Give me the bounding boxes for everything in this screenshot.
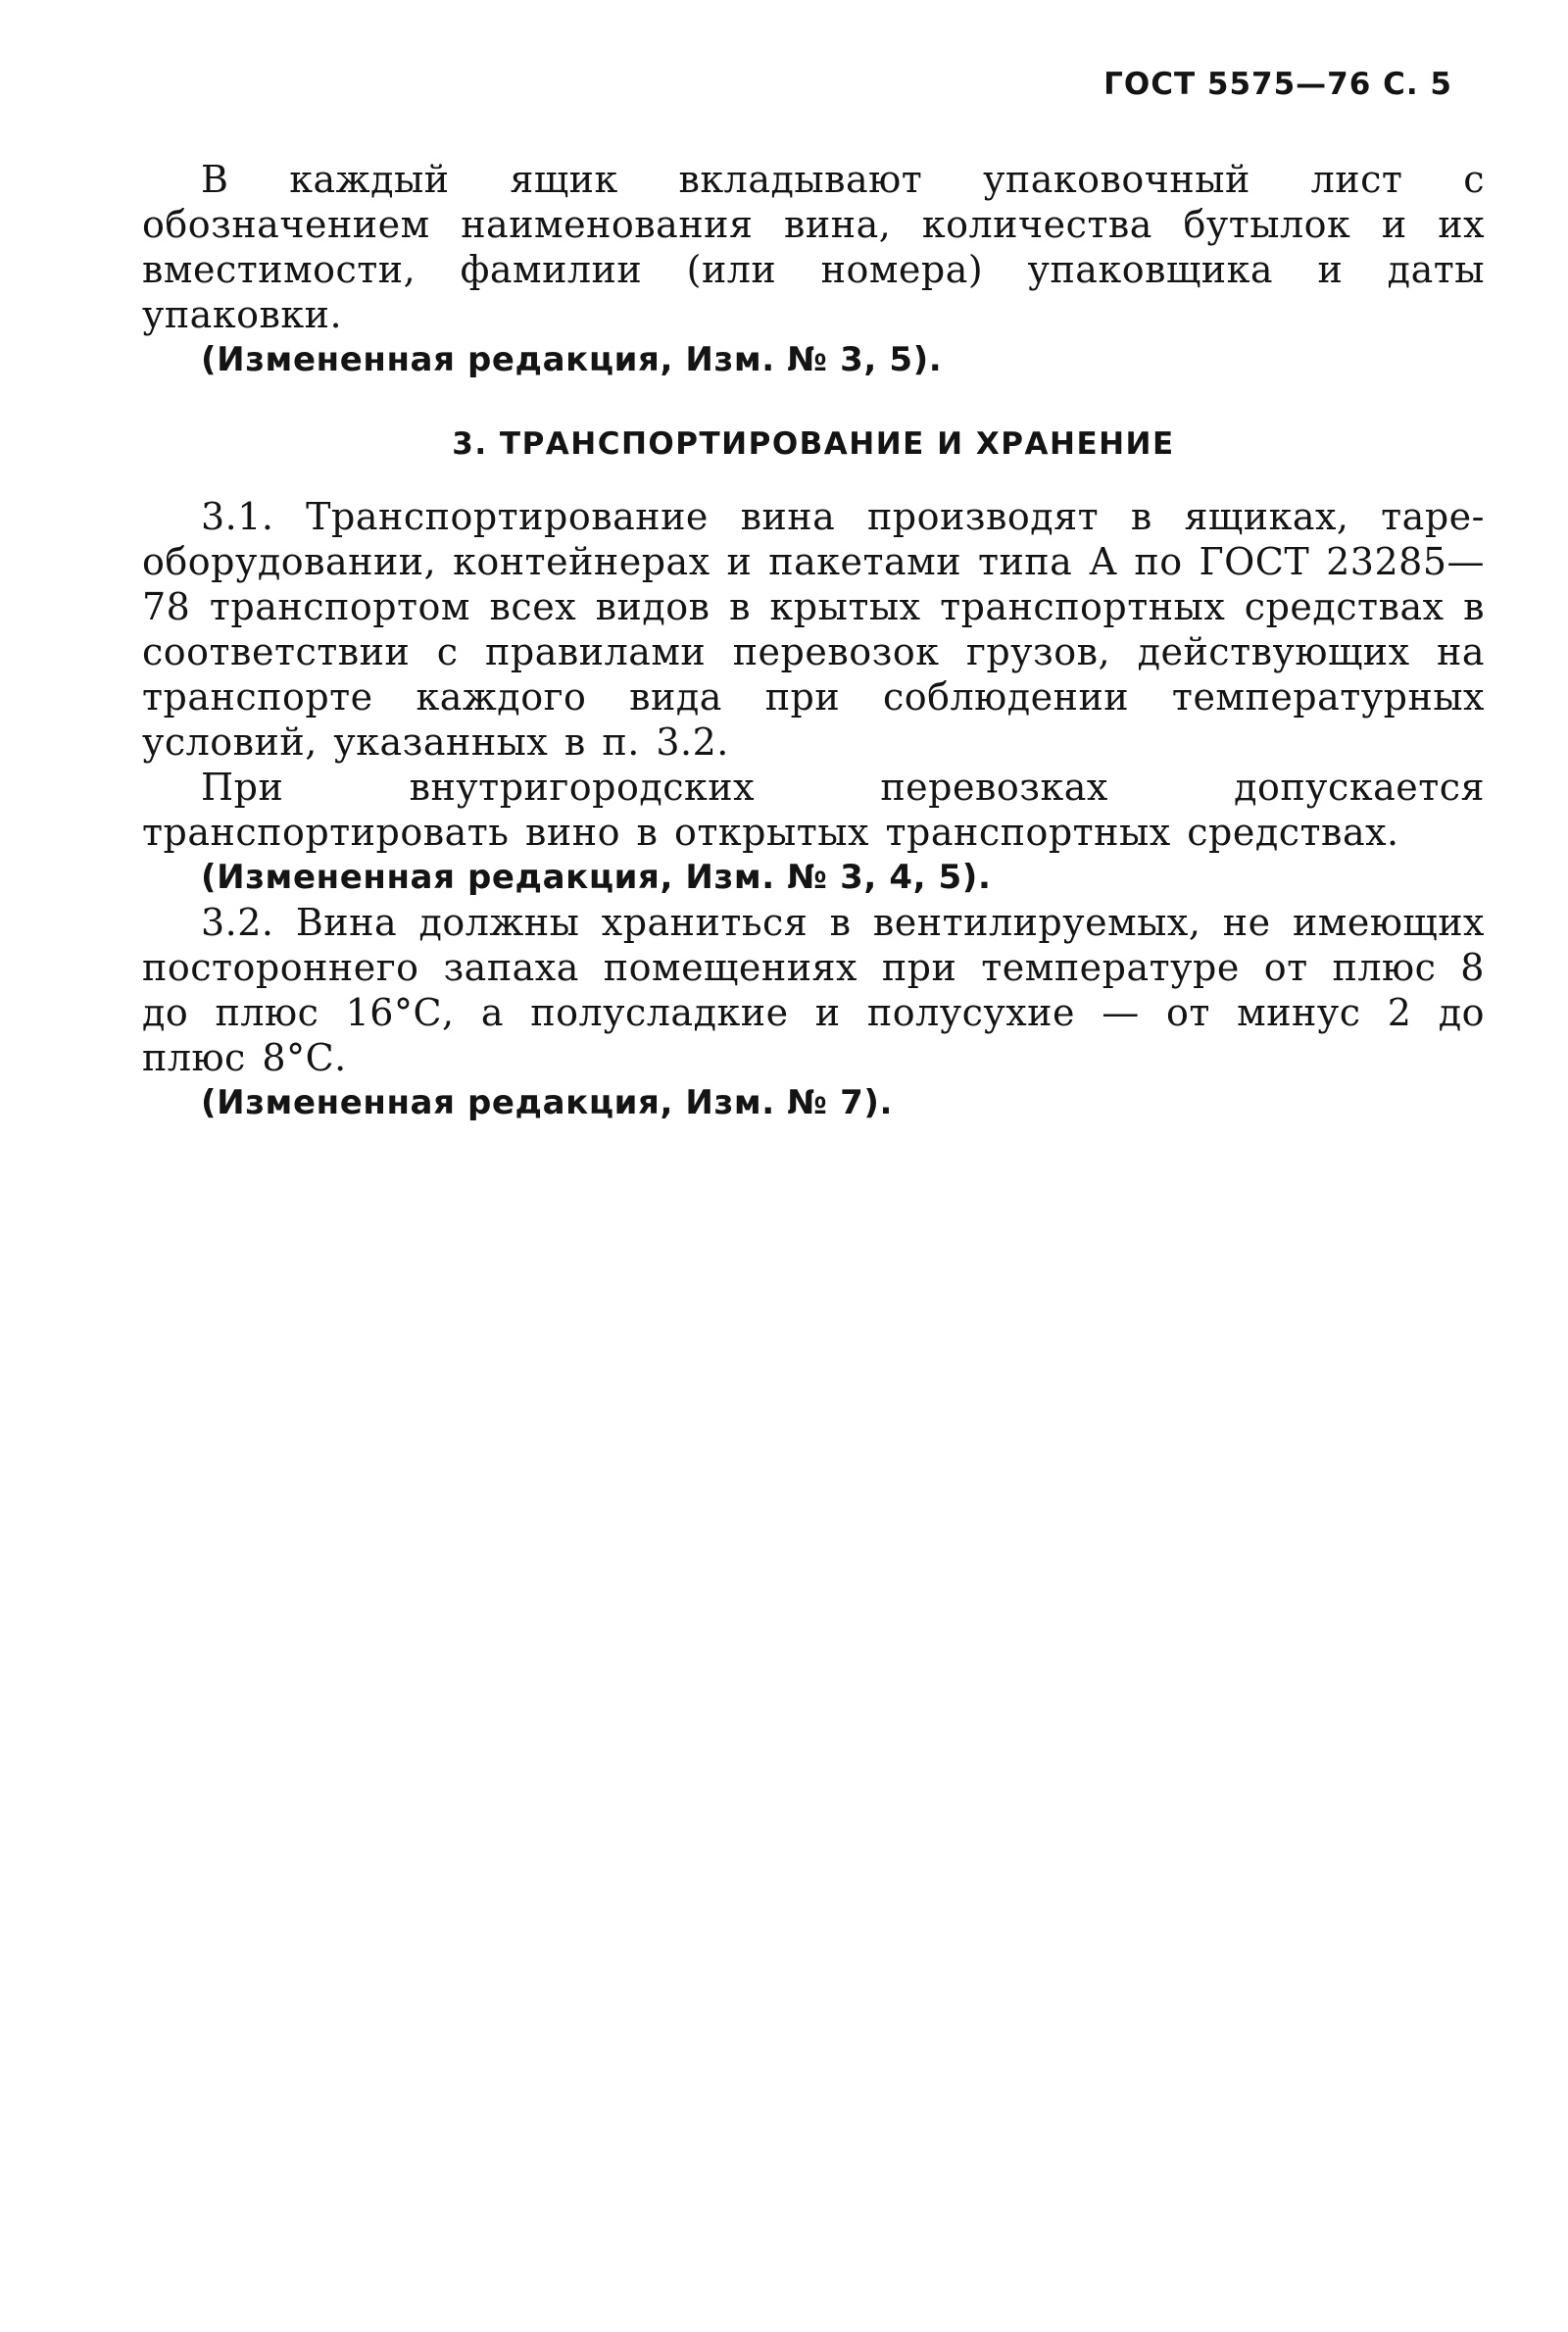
clause-3-1-paragraph: 3.1. Транспортирование вина производят в ящиках, таре-оборудовании, контейнерах и пакетами типа А по ГОСТ 23285—78 транспортом всех видов в крытых транспортных средствах в соответствии с правилами перевозок грузов, действующих на транспорте каждого вида при соблюдении температурных условий, указанных в п. 3.2. [142,495,1485,764]
document-body [142,157,1485,1125]
section-heading: 3. ТРАНСПОРТИРОВАНИЕ И ХРАНЕНИЕ [452,426,1175,462]
clause-3-2-paragraph: 3.2. Вина должны храниться в вентилируемых, не имеющих постороннего запаха помещениях при температуре от плюс 8 до плюс 16°С, а полусладкие и полусухие — от минус 2 до плюс 8°С. [142,901,1485,1079]
amendment-note: (Измененная редакция, Изм. № 3, 5). [201,340,943,379]
packing-list-paragraph: В каждый ящик вкладывают упаковочный лист с обозначением наименования вина, количества бутылок и их вместимости, фамилии (или номера) упаковщика и даты упаковки. [142,158,1485,336]
clause-3-1-city-transport-paragraph: При внутригородских перевозках допускается транспортировать вино в открытых транспортных средствах. [142,766,1485,854]
amendment-note: (Измененная редакция, Изм. № 3, 4, 5). [201,858,992,897]
page-header-standard-ref: ГОСТ 5575—76 С. 5 [1103,67,1452,102]
amendment-note: (Измененная редакция, Изм. № 7). [201,1083,894,1122]
